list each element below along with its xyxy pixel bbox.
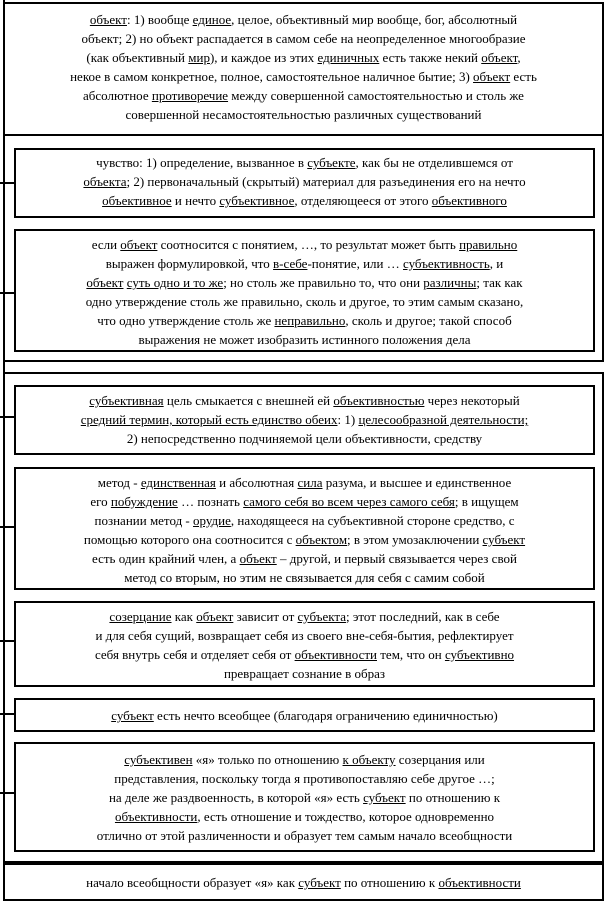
subjective-aim-box <box>14 385 595 455</box>
text-segment: , отделяющееся от этого <box>294 193 432 208</box>
underlined-term: субъекте <box>307 155 356 170</box>
object-definition-box <box>3 2 604 136</box>
connector-tick-1 <box>0 182 14 184</box>
text-line <box>16 807 593 826</box>
underlined-term: субъект <box>111 708 154 723</box>
text-line <box>5 67 602 86</box>
underlined-term: субъективен <box>124 752 193 767</box>
contemplation-box <box>14 601 595 687</box>
underlined-term: объект <box>86 275 124 290</box>
text-segment: и для себя сущий, возвращает себя из своего вне-себя-бытия, рефлектирует <box>95 628 514 643</box>
underlined-term: объект <box>239 551 277 566</box>
text-segment: ; в ищущем <box>454 494 519 509</box>
text-line <box>16 429 593 448</box>
text-line <box>16 549 593 568</box>
underlined-term: побуждение <box>110 494 178 509</box>
feeling-text <box>16 153 593 210</box>
text-segment: соотносится с понятием, …, то результат может быть <box>157 237 460 252</box>
text-line <box>16 626 593 645</box>
text-segment: цель смыкается с внешней ей <box>163 393 334 408</box>
text-segment: – другой, и первый связывается через свой <box>276 551 517 566</box>
text-segment: метод со вторым, но этим не связывается для себя с самим собой <box>124 570 485 585</box>
text-segment: и абсолютная <box>215 475 298 490</box>
text-line <box>16 153 593 172</box>
underlined-term: субъект <box>298 875 341 890</box>
text-segment: помощью которого она соотносится с <box>83 532 296 547</box>
underlined-term: различны <box>423 275 477 290</box>
text-segment: познании метод - <box>94 513 194 528</box>
text-segment: одно утверждение столь же правильно, сколь и другое, то этим самым сказано, <box>85 294 524 309</box>
text-segment: : 1) <box>337 412 359 427</box>
object-definition-text <box>5 10 602 124</box>
connector-tick-3 <box>0 416 14 418</box>
text-segment: ; 2) первоначальный (скрытый) материал для разъединения его на нечто <box>126 174 526 189</box>
underlined-term: единое <box>192 12 232 27</box>
text-segment: по отношению к <box>340 875 439 890</box>
connector-tick-6 <box>0 713 14 715</box>
underlined-term: единичных <box>317 50 380 65</box>
text-segment: , и <box>489 256 504 271</box>
underlined-term: мир <box>188 50 210 65</box>
text-segment: , целое, объективный мир вообще, бог, абсолютный <box>231 12 518 27</box>
text-segment: на деле же раздвоенность, в которой «я» есть <box>108 790 364 805</box>
text-line <box>5 10 602 29</box>
text-line <box>16 254 593 273</box>
text-line <box>16 235 593 254</box>
text-segment: «я» только по отношению <box>192 752 343 767</box>
text-segment: себя внутрь себя и отделяет себя от <box>94 647 295 662</box>
object-concept-box <box>14 229 595 352</box>
text-line <box>5 48 602 67</box>
text-line <box>16 191 593 210</box>
underlined-term: субъект <box>363 790 406 805</box>
method-box <box>14 467 595 590</box>
underlined-term: объективностью <box>333 393 425 408</box>
underlined-term: объект <box>473 69 511 84</box>
text-line <box>16 292 593 311</box>
underlined-term: созерцание <box>109 609 172 624</box>
text-line <box>16 568 593 587</box>
text-line <box>16 706 593 725</box>
underlined-term: правильно <box>459 237 518 252</box>
text-segment: выражения не может изобразить истинного положения дела <box>138 332 471 347</box>
text-line <box>16 172 593 191</box>
text-segment: некое в самом конкретное, полное, самостоятельное наличное бытие; 3) <box>70 69 474 84</box>
text-segment: тем, что он <box>377 647 445 662</box>
text-segment: совершенной несамостоятельностью различных существований <box>125 107 482 122</box>
underlined-term: к объекту <box>342 752 396 767</box>
text-segment: начало всеобщности образует «я» как <box>86 875 299 890</box>
text-segment: зависит от <box>233 609 298 624</box>
underlined-term: субъективная <box>89 393 164 408</box>
feeling-box <box>14 148 595 218</box>
text-line <box>16 273 593 292</box>
text-segment: его <box>90 494 111 509</box>
underlined-term: объект <box>196 609 234 624</box>
text-line <box>16 311 593 330</box>
text-line <box>5 105 602 124</box>
text-segment: ; этот последний, как в себе <box>345 609 500 624</box>
underlined-term: объект <box>120 237 158 252</box>
text-segment: если <box>91 237 121 252</box>
text-segment: ; но столь же правильно то, что они <box>223 275 424 290</box>
connector-tick-7 <box>0 792 14 794</box>
text-segment: , есть отношение и тождество, которое одновременно <box>197 809 495 824</box>
text-line <box>5 29 602 48</box>
text-segment: , сколь и другое; такой способ <box>345 313 512 328</box>
text-segment: что одно утверждение столь же <box>97 313 275 328</box>
text-segment: созерцания или <box>395 752 485 767</box>
underlined-term: субъективность <box>402 256 490 271</box>
text-segment: есть один крайний член, а <box>92 551 240 566</box>
subjective-i-text <box>16 750 593 845</box>
text-line <box>16 492 593 511</box>
underlined-term: единственная <box>140 475 216 490</box>
text-line <box>16 769 593 788</box>
text-line <box>16 473 593 492</box>
text-segment: разума, и высшее и единственное <box>322 475 512 490</box>
text-segment: ; так как <box>476 275 523 290</box>
underlined-term: объективности <box>294 647 377 662</box>
text-segment: есть <box>510 69 537 84</box>
text-line <box>16 511 593 530</box>
underlined-term: неправильно <box>274 313 346 328</box>
text-line <box>16 788 593 807</box>
underlined-term: субъект <box>482 532 526 547</box>
text-line <box>5 873 602 892</box>
text-segment: … познать <box>177 494 244 509</box>
underlined-term: субъективно <box>444 647 515 662</box>
text-segment: есть нечто всеобщее (благодаря ограничению единичностью) <box>153 708 498 723</box>
text-segment: абсолютное <box>83 88 152 103</box>
underlined-term: объект <box>481 50 518 65</box>
text-segment: чувство: 1) определение, вызванное в <box>96 155 308 170</box>
text-line <box>5 86 602 105</box>
text-line <box>16 530 593 549</box>
underlined-term: противоречие <box>151 88 229 103</box>
underlined-term: объекта <box>83 174 127 189</box>
underlined-term: объективности <box>438 875 521 890</box>
text-segment: -понятие, или … <box>307 256 403 271</box>
subjective-aim-text <box>16 391 593 448</box>
underlined-term: субъективное <box>219 193 295 208</box>
text-line <box>16 664 593 683</box>
connector-tick-5 <box>0 640 14 642</box>
underlined-term: объективности <box>114 809 198 824</box>
beginning-universality-box <box>3 863 604 901</box>
contemplation-text <box>16 607 593 683</box>
subjective-i-box <box>14 742 595 852</box>
text-segment: представления, поскольку тогда я противопоставляю себе другое …; <box>114 771 495 786</box>
object-concept-text <box>16 235 593 349</box>
text-segment: (как объективный <box>86 50 189 65</box>
underlined-term: объективного <box>431 193 507 208</box>
text-segment: ; в этом умозаключении <box>347 532 483 547</box>
text-segment: через некоторый <box>424 393 520 408</box>
beginning-universality-text <box>5 873 602 892</box>
text-segment: , <box>517 50 521 65</box>
underlined-term: средний термин, который есть единство обеих <box>80 412 338 427</box>
underlined-term: орудие <box>193 513 231 528</box>
text-segment: объект; 2) но объект распадается в самом себе на неопределенное многообразие <box>81 31 526 46</box>
subject-universal-text <box>16 706 593 725</box>
text-segment: выражен формулировкой, что <box>105 256 274 271</box>
underlined-term: в-себе <box>273 256 308 271</box>
underlined-term: сила <box>297 475 323 490</box>
underlined-term: субъекта <box>297 609 346 624</box>
connector-tick-2 <box>0 292 14 294</box>
text-segment: , находящееся на субъективной стороне средство, с <box>230 513 515 528</box>
text-segment: 2) непосредственно подчиняемой цели объективности, средству <box>126 431 483 446</box>
text-line <box>16 826 593 845</box>
text-line <box>16 645 593 664</box>
subject-universal-box <box>14 698 595 732</box>
text-segment: как <box>171 609 197 624</box>
text-segment: метод - <box>97 475 141 490</box>
text-segment: между совершенной самостоятельностью и столь же <box>228 88 524 103</box>
text-line <box>16 750 593 769</box>
underlined-term: целесообразной деятельности; <box>358 412 529 427</box>
underlined-term: объектом <box>295 532 348 547</box>
text-segment: есть также некий <box>379 50 482 65</box>
connector-tick-4 <box>0 526 14 528</box>
text-segment: и нечто <box>171 193 220 208</box>
text-line <box>16 330 593 349</box>
text-segment: ), и каждое из этих <box>209 50 318 65</box>
text-line <box>16 410 593 429</box>
underlined-term: самого себя во всем через самого себя <box>243 494 455 509</box>
text-segment: , как бы не отделившемся от <box>355 155 513 170</box>
text-line <box>16 607 593 626</box>
underlined-term: объект <box>89 12 127 27</box>
text-line <box>16 391 593 410</box>
text-segment: отлично от этой различенности и образует тем самым начало всеобщности <box>96 828 513 843</box>
text-segment: : 1) вообще <box>126 12 193 27</box>
underlined-term: объективное <box>102 193 172 208</box>
text-segment: превращает сознание в образ <box>223 666 386 681</box>
text-segment: по отношению к <box>405 790 501 805</box>
underlined-term: суть одно и то же <box>126 275 224 290</box>
method-text <box>16 473 593 587</box>
